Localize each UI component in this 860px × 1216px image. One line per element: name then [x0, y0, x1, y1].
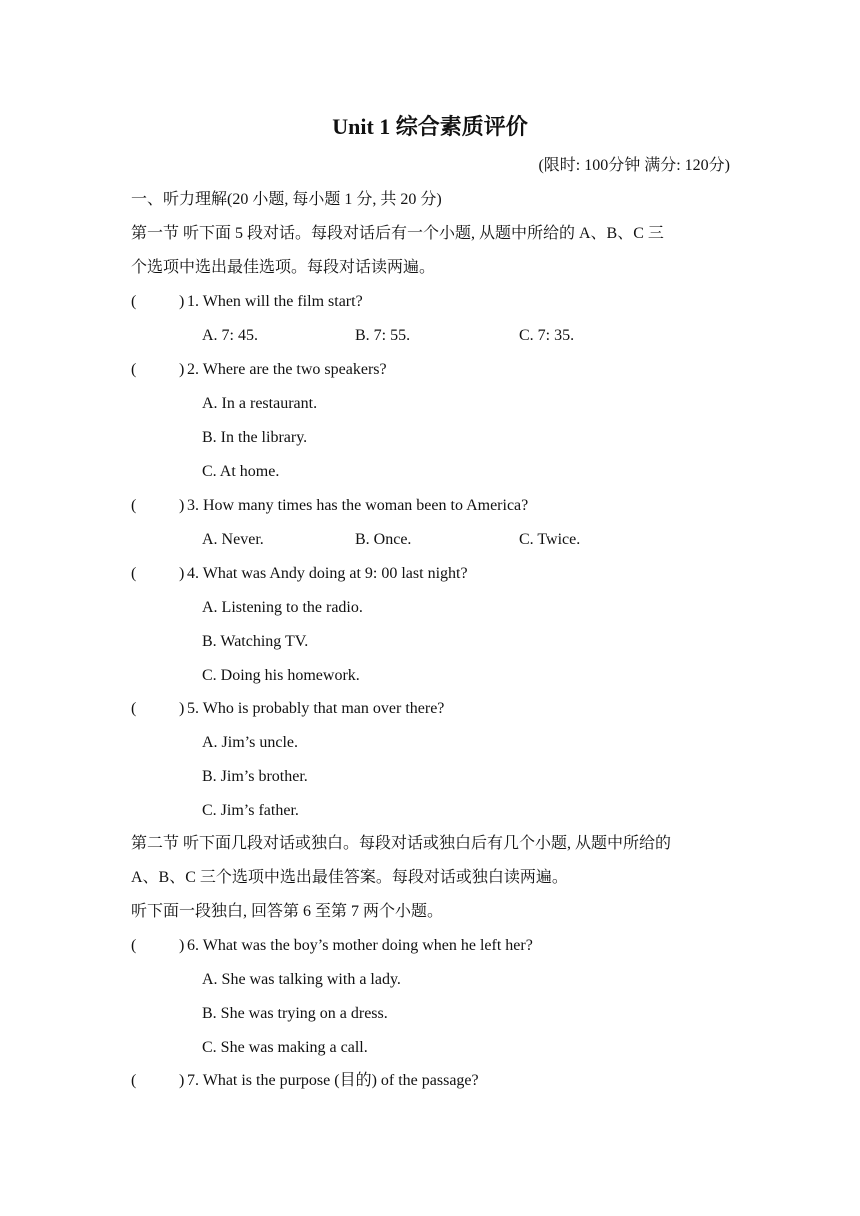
answer-blank-close: )	[179, 361, 185, 378]
option-c: C. Twice.	[519, 531, 581, 548]
option-c: C. At home.	[202, 463, 280, 480]
answer-blank-open[interactable]: (	[131, 565, 137, 582]
part2-instruction-line2: A、B、C 三个选项中选出最佳答案。每段对话或独白读两遍。	[131, 869, 568, 886]
part1-instruction-line1: 第一节 听下面 5 段对话。每段对话后有一个小题, 从题中所给的 A、B、C 三	[131, 225, 664, 242]
part2-instruction-line1: 第二节 听下面几段对话或独白。每段对话或独白后有几个小题, 从题中所给的	[131, 835, 672, 852]
part1-instruction-line2: 个选项中选出最佳选项。每段对话读两遍。	[131, 259, 436, 276]
question-text: 3. How many times has the woman been to America?	[187, 497, 529, 514]
option-b: B. Jim’s brother.	[202, 768, 308, 785]
question-text: 5. Who is probably that man over there?	[187, 700, 445, 717]
answer-blank-open[interactable]: (	[131, 1072, 137, 1089]
option-b: B. 7: 55.	[355, 327, 411, 344]
answer-blank-close: )	[179, 700, 185, 717]
option-c: C. Jim’s father.	[202, 802, 299, 819]
answer-blank-open[interactable]: (	[131, 700, 137, 717]
answer-blank-open[interactable]: (	[131, 293, 137, 310]
option-c: C. She was making a call.	[202, 1039, 368, 1056]
answer-blank-close: )	[179, 565, 185, 582]
answer-blank-open[interactable]: (	[131, 497, 137, 514]
question-text: 2. Where are the two speakers?	[187, 361, 387, 378]
answer-blank-close: )	[179, 497, 185, 514]
option-a: A. Listening to the radio.	[202, 599, 363, 616]
question-text: 4. What was Andy doing at 9: 00 last night?	[187, 565, 468, 582]
option-b: B. Once.	[355, 531, 412, 548]
answer-blank-close: )	[179, 937, 185, 954]
answer-blank-open[interactable]: (	[131, 937, 137, 954]
option-a: A. Never.	[202, 531, 264, 548]
option-a: A. She was talking with a lady.	[202, 971, 401, 988]
option-c: C. 7: 35.	[519, 327, 575, 344]
option-b: B. In the library.	[202, 429, 308, 446]
answer-blank-close: )	[179, 1072, 185, 1089]
question-text: 6. What was the boy’s mother doing when he left her?	[187, 937, 533, 954]
answer-blank-close: )	[179, 293, 185, 310]
answer-blank-open[interactable]: (	[131, 361, 137, 378]
option-b: B. She was trying on a dress.	[202, 1005, 388, 1022]
part2-sub-instruction: 听下面一段独白, 回答第 6 至第 7 两个小题。	[131, 903, 444, 920]
question-text: 1. When will the film start?	[187, 293, 363, 310]
section-heading: 一、听力理解(20 小题, 每小题 1 分, 共 20 分)	[131, 191, 442, 208]
option-a: A. In a restaurant.	[202, 395, 318, 412]
page-title: Unit 1 综合素质评价	[332, 114, 528, 139]
option-a: A. Jim’s uncle.	[202, 734, 298, 751]
option-b: B. Watching TV.	[202, 633, 309, 650]
option-c: C. Doing his homework.	[202, 667, 360, 684]
time-limit: (限时: 100分钟 满分: 120分)	[538, 157, 730, 174]
question-text: 7. What is the purpose (目的) of the passage?	[187, 1072, 479, 1089]
option-a: A. 7: 45.	[202, 327, 258, 344]
